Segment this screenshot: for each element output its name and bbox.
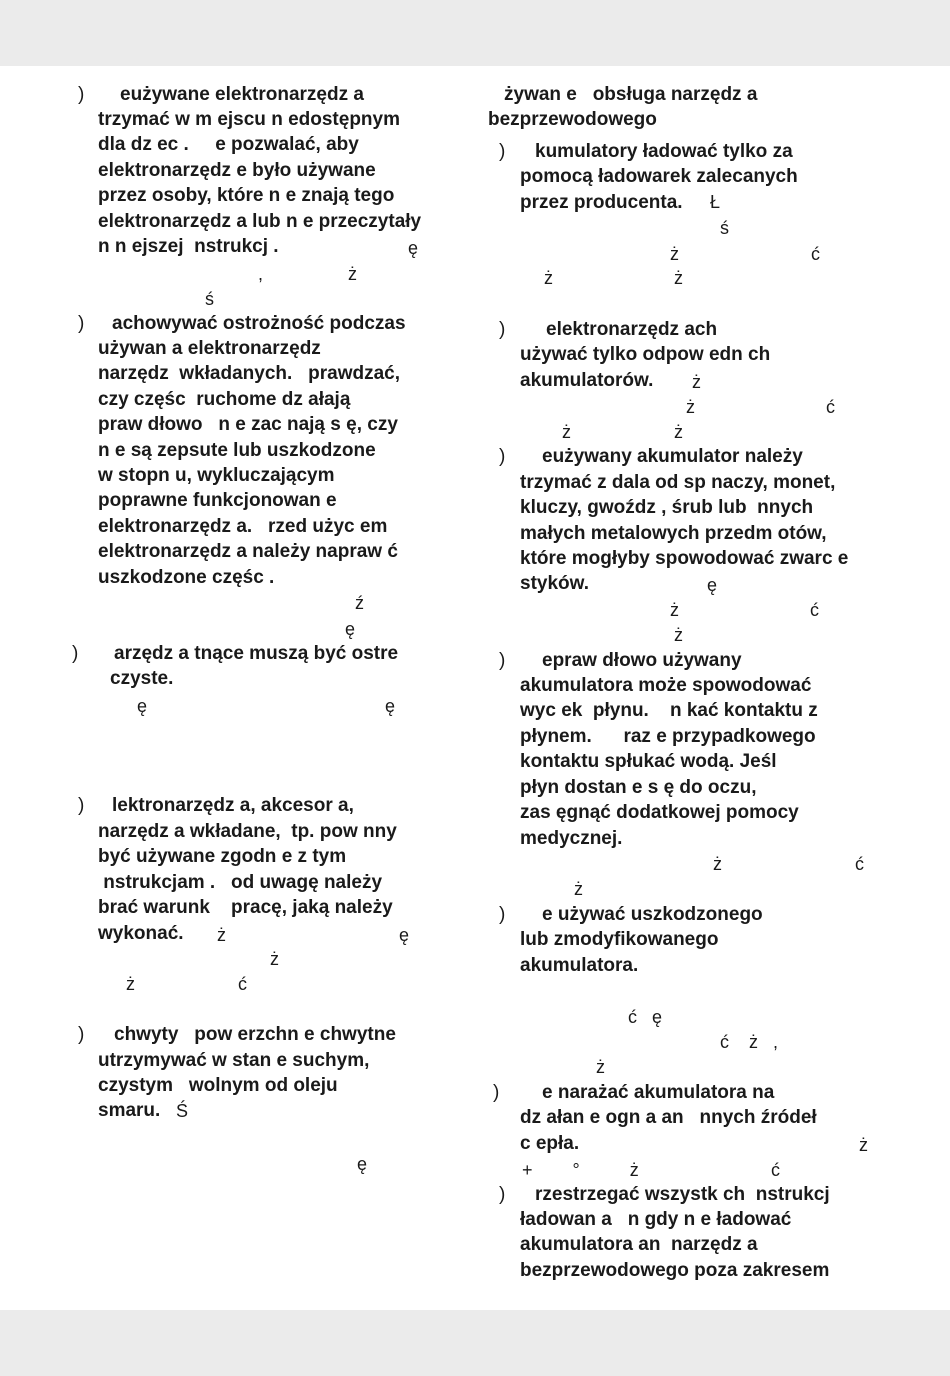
right-column-item-3-line-1: trzymać z dala od sp naczy, monet, [520, 472, 836, 493]
right-column-item-4-line-6: zas ęgnąć dodatkowej pomocy [520, 802, 799, 823]
left-column-item-0-line-0: eużywane elektronarzędz a [120, 84, 364, 105]
right-column-item-4-line-0: epraw dłowo używany [542, 650, 742, 671]
left-column-item-0-line-6: n n ejszej nstrukcj . [98, 236, 279, 257]
right-column-item-2-line-7: ż [674, 422, 683, 442]
left-column-item-2-line-0: arzędz a tnące muszą być ostre [114, 643, 399, 664]
top-margin-band [0, 0, 950, 66]
right-column-item-1-line-0: kumulatory ładować tylko za [535, 141, 793, 162]
right-column-item-3-line-3: małych metalowych przedm otów, [520, 523, 827, 544]
right-column-item-7-line-2: akumulatora an narzędz a [520, 1234, 758, 1255]
right-column-item-3-line-0: eużywany akumulator należy [542, 446, 803, 467]
left-column-item-1-line-5: n e są zepsute lub uszkodzone [98, 440, 376, 461]
left-column-item-2-line-2: ę [137, 696, 148, 716]
left-column-item-2-marker: ) [72, 643, 79, 664]
left-column-item-1-line-1: używan a elektronarzędz [98, 338, 321, 359]
left-column-item-3-line-6: ż [217, 925, 226, 945]
right-column-item-7-line-0: rzestrzegać wszystk ch nstrukcj [535, 1184, 830, 1205]
right-column-item-5-line-4: ć ż , [720, 1032, 779, 1052]
left-column-item-0-line-3: elektronarzędz e było używane [98, 160, 376, 181]
left-column-item-4-line-2: czystym wolnym od oleju [98, 1075, 338, 1096]
left-column-item-3-line-2: być używane zgodn e z tym [98, 846, 347, 867]
left-column-item-3-line-0: lektronarzędz a, akcesor a, [112, 795, 354, 816]
left-column-item-0-line-2: dla dz ec . e pozwalać, aby [98, 134, 359, 155]
right-column-item-4-line-1: akumulatora może spowodować [520, 675, 812, 696]
right-column-item-6-line-4: + ° ż [522, 1160, 639, 1180]
left-column-item-1-line-11: ź [355, 593, 364, 613]
right-column-item-4-line-9: ć [855, 854, 864, 874]
right-column-item-5-marker: ) [499, 904, 506, 925]
right-column-item-2-marker: ) [499, 319, 506, 340]
right-column-item-3-line-9: ż [674, 625, 683, 645]
right-column-item-3-line-5: styków. [520, 573, 589, 594]
right-column-item-6-line-0: e narażać akumulatora na [542, 1082, 775, 1103]
left-column-item-3-line-9: ż [126, 974, 135, 994]
right-column-item-4-line-10: ż [574, 879, 583, 899]
right-column-item-4-marker: ) [499, 650, 506, 671]
left-column-item-1-line-8: elektronarzędz a. rzed użyc em [98, 516, 388, 537]
right-column-item-1-line-6: ć [811, 244, 820, 264]
left-column-item-0-line-5: elektronarzędz a lub n e przeczytały [98, 211, 422, 232]
right-column-item-4-line-7: medycznej. [520, 828, 623, 849]
right-column-item-6-line-5: ć [771, 1160, 780, 1180]
right-column-item-2-line-2: akumulatorów. [520, 370, 654, 391]
left-column-item-4-line-4: Ś [176, 1101, 189, 1121]
right-column-item-7-marker: ) [499, 1184, 506, 1205]
right-column-item-4-line-4: kontaktu spłukać wodą. Jeśl [520, 751, 777, 772]
right-column-item-4-line-8: ż [713, 854, 722, 874]
left-column-item-0-line-7: ę [408, 238, 419, 258]
right-column-item-1-marker: ) [499, 141, 506, 162]
left-column-item-1-line-3: czy częśc ruchome dz ałają [98, 389, 351, 410]
left-column-item-0-line-1: trzymać w m ejscu n edostępnym [98, 109, 400, 130]
right-column-item-3-line-2: kluczy, gwoźdz , śrub lub nnych [520, 497, 814, 518]
left-column-item-1-line-9: elektronarzędz a należy napraw ć [98, 541, 398, 562]
right-column-item-7-line-3: bezprzewodowego poza zakresem [520, 1260, 830, 1281]
left-column-item-4-line-0: chwyty pow erzchn e chwytne [114, 1024, 396, 1045]
left-column-item-1-line-6: w stopn u, wykluczającym [98, 465, 335, 486]
right-column-item-1-line-3: Ł [710, 192, 721, 212]
right-column-item-5-line-5: ż [596, 1057, 605, 1077]
right-column-item-1-line-8: ż [674, 268, 683, 288]
left-column-item-3-marker: ) [78, 795, 85, 816]
left-column-item-0-line-10: ś [205, 289, 214, 309]
right-column-item-6-line-2: c epła. [520, 1133, 580, 1154]
left-column-item-3-line-4: brać warunk pracę, jaką należy [98, 897, 393, 918]
left-column-item-2-line-3: ę [385, 696, 396, 716]
right-column-item-0-line-0: żywan e obsługa narzędz a [504, 84, 758, 105]
right-column-item-5-line-3: ć ę [628, 1007, 663, 1027]
right-column-item-6-line-3: ż [859, 1135, 868, 1155]
right-column-item-1-line-7: ż [544, 268, 553, 288]
left-column-item-0-marker: ) [78, 84, 85, 105]
left-column-item-2-line-1: czyste. [110, 668, 174, 689]
right-column-item-5-line-2: akumulatora. [520, 955, 639, 976]
left-column-item-4-marker: ) [78, 1024, 85, 1045]
left-column-item-4-line-5: ę [357, 1154, 368, 1174]
left-column-item-1-line-7: poprawne funkcjonowan e [98, 490, 337, 511]
left-column-item-3-line-8: ż [270, 949, 279, 969]
left-column-item-1-line-4: praw dłowo n e zac nają s ę, czy [98, 414, 398, 435]
right-column-item-5-line-1: lub zmodyfikowanego [520, 929, 719, 950]
right-column-item-2-line-6: ż [562, 422, 571, 442]
right-column-item-2-line-0: elektronarzędz ach [546, 319, 718, 340]
right-column-item-1-line-2: przez producenta. [520, 192, 683, 213]
left-column-item-1-line-12: ę [345, 619, 356, 639]
right-column-item-1-line-4: ś [720, 218, 729, 238]
left-column-item-4-line-1: utrzymywać w stan e suchym, [98, 1050, 370, 1071]
left-column-item-0-line-8: , [258, 264, 264, 284]
left-column-item-3-line-5: wykonać. [98, 923, 184, 944]
right-column-item-1-line-1: pomocą ładowarek zalecanych [520, 166, 798, 187]
left-column-item-0-line-9: ż [348, 264, 357, 284]
left-column-item-3-line-7: ę [399, 925, 410, 945]
left-column-item-3-line-3: nstrukcjam . od uwagę należy [98, 872, 383, 893]
right-column-item-0-line-1: bezprzewodowego [488, 109, 657, 130]
left-column-item-0-line-4: przez osoby, które n e znają tego [98, 185, 395, 206]
right-column-item-3-line-6: ę [707, 575, 718, 595]
right-column-item-1-line-5: ż [670, 244, 679, 264]
left-column-item-1-line-0: achowywać ostrożność podczas [112, 313, 406, 334]
left-column-item-1-line-2: narzędz wkładanych. prawdzać, [98, 363, 400, 384]
right-column-item-6-marker: ) [493, 1082, 500, 1103]
left-column-item-4-line-3: smaru. [98, 1100, 161, 1121]
right-column-item-6-line-1: dz ałan e ogn a an nnych źródeł [520, 1107, 817, 1128]
left-column-item-3-line-10: ć [238, 974, 247, 994]
right-column-item-4-line-3: płynem. raz e przypadkowego [520, 726, 816, 747]
bottom-margin-band [0, 1310, 950, 1376]
right-column-item-5-line-0: e używać uszkodzonego [542, 904, 763, 925]
left-column-item-1-marker: ) [78, 313, 85, 334]
right-column-item-2-line-3: ż [692, 372, 701, 392]
left-column-item-1-line-10: uszkodzone częśc . [98, 567, 275, 588]
right-column-item-7-line-1: ładowan a n gdy n e ładować [520, 1209, 792, 1230]
left-column-item-3-line-1: narzędz a wkładane, tp. pow nny [98, 821, 397, 842]
right-column-item-3-line-8: ć [810, 600, 819, 620]
right-column-item-2-line-1: używać tylko odpow edn ch [520, 344, 771, 365]
right-column-item-4-line-2: wyc ek płynu. n kać kontaktu z [520, 700, 818, 721]
right-column-item-2-line-4: ż [686, 397, 695, 417]
right-column-item-4-line-5: płyn dostan e s ę do oczu, [520, 777, 757, 798]
right-column-item-3-marker: ) [499, 446, 506, 467]
right-column-item-2-line-5: ć [826, 397, 835, 417]
right-column-item-3-line-4: które mogłyby spowodować zwarc e [520, 548, 849, 569]
right-column-item-3-line-7: ż [670, 600, 679, 620]
